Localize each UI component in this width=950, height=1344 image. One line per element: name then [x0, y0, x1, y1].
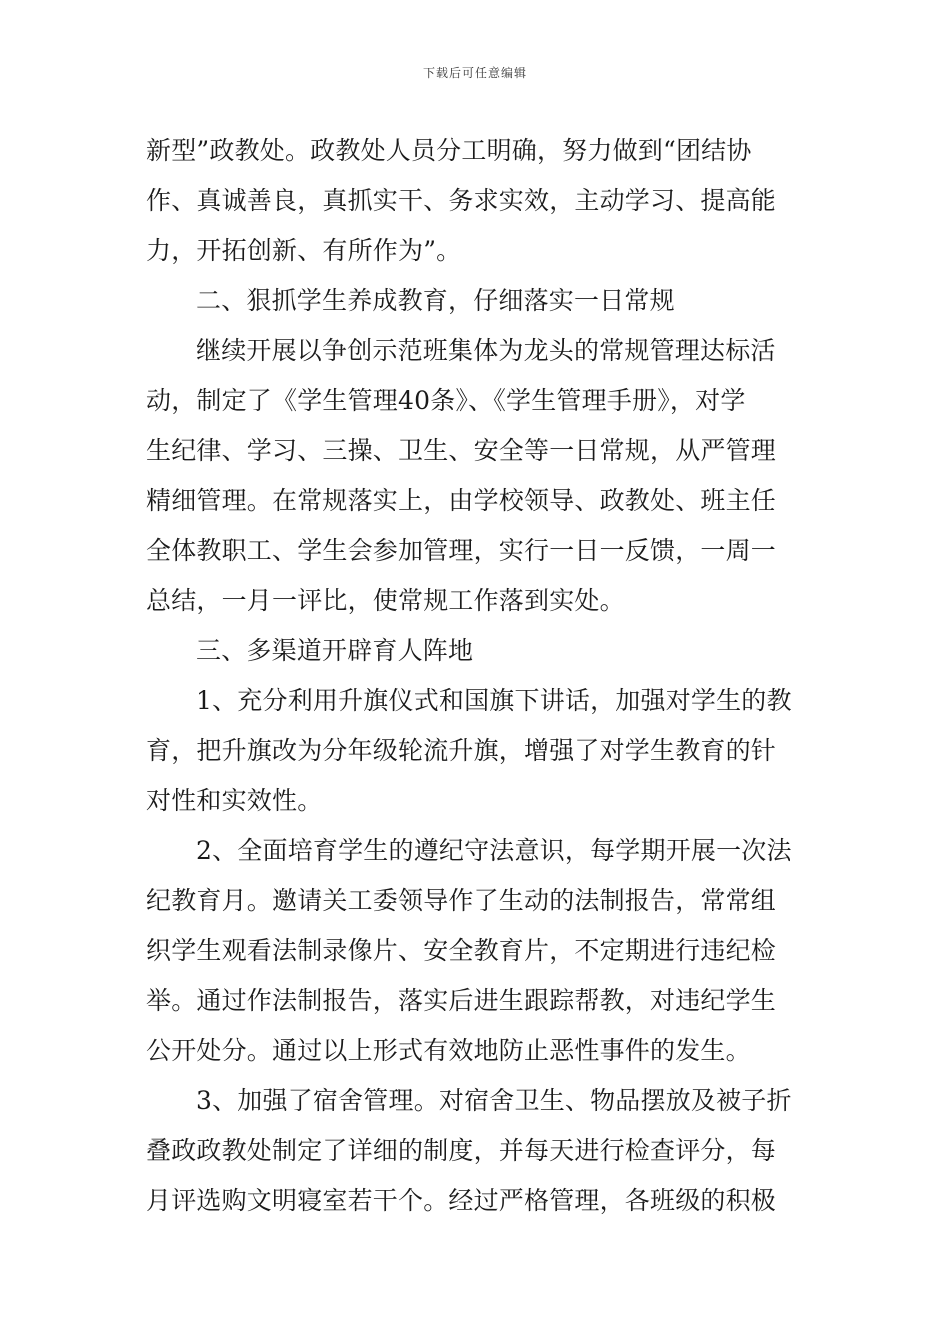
text-line: 精细管理。在常规落实上，由学校领导、政教处、班主任 — [146, 486, 777, 515]
text-line: 织学生观看法制录像片、安全教育片，不定期进行违纪检 — [146, 936, 777, 965]
text-line: 对性和实效性。 — [146, 786, 323, 815]
text-line: 二、狠抓学生养成教育，仔细落实一日常规 — [196, 286, 675, 315]
text-line: 育，把升旗改为分年级轮流升旗，增强了对学生教育的针 — [146, 736, 777, 765]
text-line: 叠政政教处制定了详细的制度，并每天进行检查评分，每 — [146, 1136, 777, 1165]
text-line: 动，制定了《学生管理40条》、《学生管理手册》，对学 — [146, 386, 746, 415]
text-line: 作、真诚善良，真抓实干、务求实效，主动学习、提高能 — [146, 186, 777, 215]
text-line: 纪教育月。邀请关工委领导作了生动的法制报告，常常组 — [146, 886, 777, 915]
text-line: 1、充分利用升旗仪式和国旗下讲话，加强对学生的教 — [196, 686, 792, 715]
text-line: 举。通过作法制报告，落实后进生跟踪帮教，对违纪学生 — [146, 986, 777, 1015]
text-line: 月评选购文明寝室若干个。经过严格管理，各班级的积极 — [146, 1186, 777, 1215]
text-line: 3、加强了宿舍管理。对宿舍卫生、物品摆放及被子折 — [196, 1086, 792, 1115]
text-line: 总结，一月一评比，使常规工作落到实处。 — [146, 586, 625, 615]
text-line: 新型”政教处。政教处人员分工明确，努力做到“团结协 — [146, 136, 752, 165]
text-line: 2、全面培育学生的遵纪守法意识，每学期开展一次法 — [196, 836, 792, 865]
text-line: 继续开展以争创示范班集体为龙头的常规管理达标活 — [196, 336, 776, 365]
text-line: 生纪律、学习、三操、卫生、安全等一日常规，从严管理 — [146, 436, 777, 465]
text-line: 三、多渠道开辟育人阵地 — [196, 636, 474, 665]
document-body — [146, 126, 806, 1226]
text-line: 公开处分。通过以上形式有效地防止恶性事件的发生。 — [146, 1036, 751, 1065]
text-line: 全体教职工、学生会参加管理，实行一日一反馈，一周一 — [146, 536, 777, 565]
header-note: 下载后可任意编辑 — [422, 66, 527, 80]
text-line: 力，开拓创新、有所作为”。 — [146, 236, 462, 265]
